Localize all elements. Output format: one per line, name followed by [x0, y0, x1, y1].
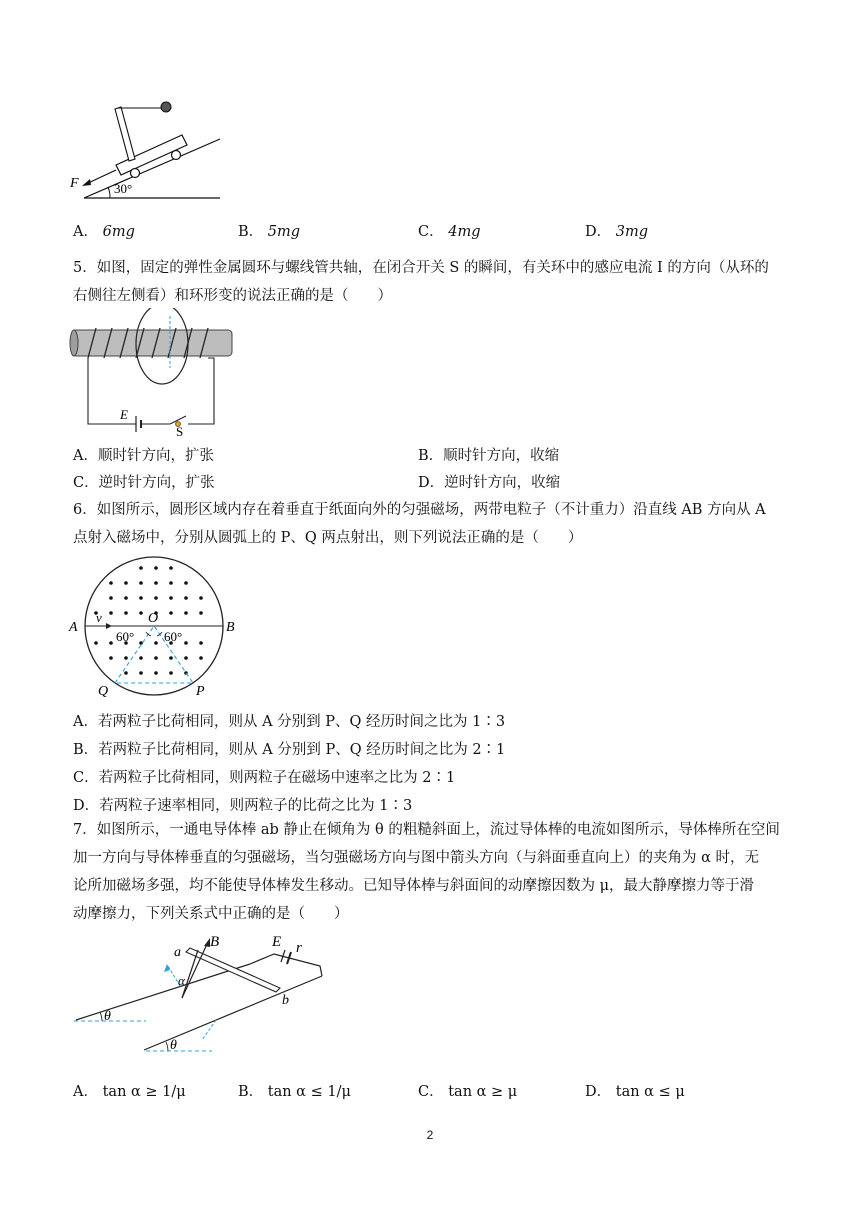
- q7-option-d: [585, 1080, 685, 1101]
- field-dot: [124, 596, 128, 600]
- field-dot: [124, 581, 128, 585]
- field-dot: [184, 656, 188, 660]
- option-text: 若两粒子比荷相同，则两粒子在磁场中速率之比为 2∶1: [98, 770, 456, 786]
- q5-emf-label: E: [120, 407, 128, 422]
- q5-stem: [73, 254, 793, 310]
- field-dot: [169, 671, 173, 675]
- field-dot: [154, 656, 158, 660]
- field-dot: [184, 581, 188, 585]
- field-dot: [94, 641, 98, 645]
- option-letter: A．: [73, 448, 98, 464]
- field-dot: [124, 656, 128, 660]
- q7-line-1: 7．如图所示，一通电导体棒 ab 静止在倾角为 θ 的粗糙斜面上，流过导体棒的电流如图所示，导体棒所在空间: [73, 822, 780, 838]
- q5-option-c: [73, 471, 215, 492]
- field-dot: [124, 671, 128, 675]
- field-dot: [169, 581, 173, 585]
- q6-option-c: [73, 766, 455, 787]
- field-dot: [154, 671, 158, 675]
- q7-option-a: [73, 1080, 186, 1101]
- option-letter: B．: [73, 742, 99, 758]
- field-dot: [169, 611, 173, 615]
- field-dot: [169, 656, 173, 660]
- field-dot: [169, 596, 173, 600]
- page-number: 2: [426, 1128, 434, 1142]
- q6-point-b: B: [226, 620, 235, 635]
- option-letter: A．: [73, 714, 98, 730]
- option-text: 4mg: [448, 224, 481, 240]
- q4-option-b: [238, 220, 300, 241]
- field-dot: [199, 611, 203, 615]
- q5-option-b: [418, 444, 559, 465]
- field-dot: [139, 671, 143, 675]
- field-dot: [139, 581, 143, 585]
- q5-option-a: [73, 444, 214, 465]
- q6-point-p: P: [196, 684, 205, 699]
- q6-option-a: [73, 710, 505, 731]
- option-letter: C．: [418, 1084, 444, 1100]
- field-dot: [184, 596, 188, 600]
- option-text: 顺时针方向，扩张: [97, 448, 214, 464]
- q4-option-c: [418, 220, 480, 241]
- q7-incline-rails-figure: [70, 930, 340, 1056]
- q6-point-q: Q: [98, 684, 109, 699]
- q7-stem: [73, 816, 793, 928]
- q5-line-1: 5．如图，固定的弹性金属圆环与螺线管共轴，在闭合开关 S 的瞬间，有关环中的感应电流 I 的方向（从环的: [73, 260, 769, 276]
- q5-solenoid-figure: [66, 308, 241, 438]
- q7-alpha: α: [178, 973, 185, 988]
- q7-option-b: [238, 1080, 351, 1101]
- option-text: 5mg: [267, 224, 301, 240]
- field-dot: [139, 596, 143, 600]
- option-letter: D．: [418, 475, 445, 491]
- q4-force-label: F: [70, 176, 79, 191]
- q4-option-d: [585, 220, 648, 241]
- q7-theta-2: θ: [170, 1038, 177, 1053]
- field-dot: [169, 566, 173, 570]
- q6-line-2: 点射入磁场中，分别从圆弧上的 P、Q 两点射出，则下列说法正确的是（ ）: [73, 530, 583, 546]
- q6-option-d: [73, 794, 412, 815]
- q6-angle-right: 60°: [164, 629, 183, 644]
- q5-line-2: 右侧往左侧看）和环形变的说法正确的是（ ）: [73, 288, 392, 304]
- q4-incline-figure: [70, 95, 230, 205]
- option-text: 若两粒子速率相同，则两粒子的比荷之比为 1∶3: [99, 798, 413, 814]
- option-letter: D．: [73, 798, 100, 814]
- option-text: 3mg: [615, 224, 649, 240]
- option-text: 6mg: [102, 224, 135, 240]
- field-dot: [139, 656, 143, 660]
- q7-line-4: 动摩擦力，下列关系式中正确的是（ ）: [73, 906, 349, 922]
- option-letter: D．: [585, 1084, 612, 1100]
- q7-option-c: [418, 1080, 517, 1101]
- field-dot: [199, 596, 203, 600]
- q6-stem: [73, 496, 793, 552]
- q6-point-a: A: [69, 620, 78, 635]
- q7-label-a: a: [174, 945, 181, 960]
- option-letter: C．: [73, 770, 99, 786]
- option-text: tan α ≥ 1/μ: [102, 1084, 186, 1100]
- q7-resistance-r: r: [296, 940, 302, 956]
- option-letter: B．: [238, 1084, 264, 1100]
- q7-field-B: B: [210, 934, 220, 950]
- q7-emf-E: E: [272, 934, 282, 950]
- field-dot: [184, 641, 188, 645]
- q4-option-a: [73, 220, 135, 241]
- option-text: tan α ≤ μ: [615, 1084, 685, 1100]
- field-dot: [109, 596, 113, 600]
- field-dot: [124, 611, 128, 615]
- q6-velocity-label: v: [96, 610, 102, 625]
- field-dot: [154, 581, 158, 585]
- option-letter: D．: [585, 224, 612, 240]
- option-text: 顺时针方向，收缩: [443, 448, 560, 464]
- q6-center-o: O: [148, 611, 159, 626]
- field-dot: [199, 641, 203, 645]
- field-dot: [109, 611, 113, 615]
- q5-option-d: [418, 471, 560, 492]
- field-dot: [184, 611, 188, 615]
- option-letter: A．: [73, 1084, 98, 1100]
- q7-label-b-end: b: [282, 993, 289, 1008]
- field-dot: [154, 566, 158, 570]
- option-text: 逆时针方向，收缩: [444, 475, 561, 491]
- q6-option-b: [73, 738, 505, 759]
- option-letter: B．: [238, 224, 264, 240]
- field-dot: [199, 656, 203, 660]
- q6-angle-left: 60°: [116, 629, 135, 644]
- option-text: tan α ≥ μ: [448, 1084, 518, 1100]
- q7-line-3: 论所加磁场多强，均不能使导体棒发生移动。已知导体棒与斜面间的动摩擦因数为 μ，最大静摩擦力等于滑: [73, 878, 755, 894]
- field-dot: [109, 656, 113, 660]
- field-dot: [154, 596, 158, 600]
- option-letter: A．: [73, 224, 98, 240]
- option-text: 逆时针方向，扩张: [98, 475, 215, 491]
- q7-line-2: 加一方向与导体棒垂直的匀强磁场，当匀强磁场方向与图中箭头方向（与斜面垂直向上）的夹角为 α 时，无: [73, 850, 760, 866]
- option-text: 若两粒子比荷相同，则从 A 分别到 P、Q 经历时间之比为 2∶1: [98, 742, 506, 758]
- field-dot: [139, 566, 143, 570]
- q4-angle-label: 30°: [114, 181, 133, 196]
- field-dot: [109, 641, 113, 645]
- field-dot: [139, 641, 143, 645]
- field-dot: [139, 611, 143, 615]
- q7-theta-1: θ: [104, 1009, 111, 1024]
- q5-switch-label: S: [176, 424, 184, 438]
- field-dot: [109, 581, 113, 585]
- q6-magnetic-field-figure: [66, 552, 246, 700]
- option-letter: C．: [73, 475, 99, 491]
- q6-line-1: 6．如图所示，圆形区域内存在着垂直于纸面向外的匀强磁场，两带电粒子（不计重力）沿直线 AB 方向从 A: [73, 502, 766, 518]
- option-text: 若两粒子比荷相同，则从 A 分别到 P、Q 经历时间之比为 1∶3: [97, 714, 506, 730]
- field-dot: [154, 641, 158, 645]
- option-letter: B．: [418, 448, 444, 464]
- option-letter: C．: [418, 224, 444, 240]
- option-text: tan α ≤ 1/μ: [267, 1084, 351, 1100]
